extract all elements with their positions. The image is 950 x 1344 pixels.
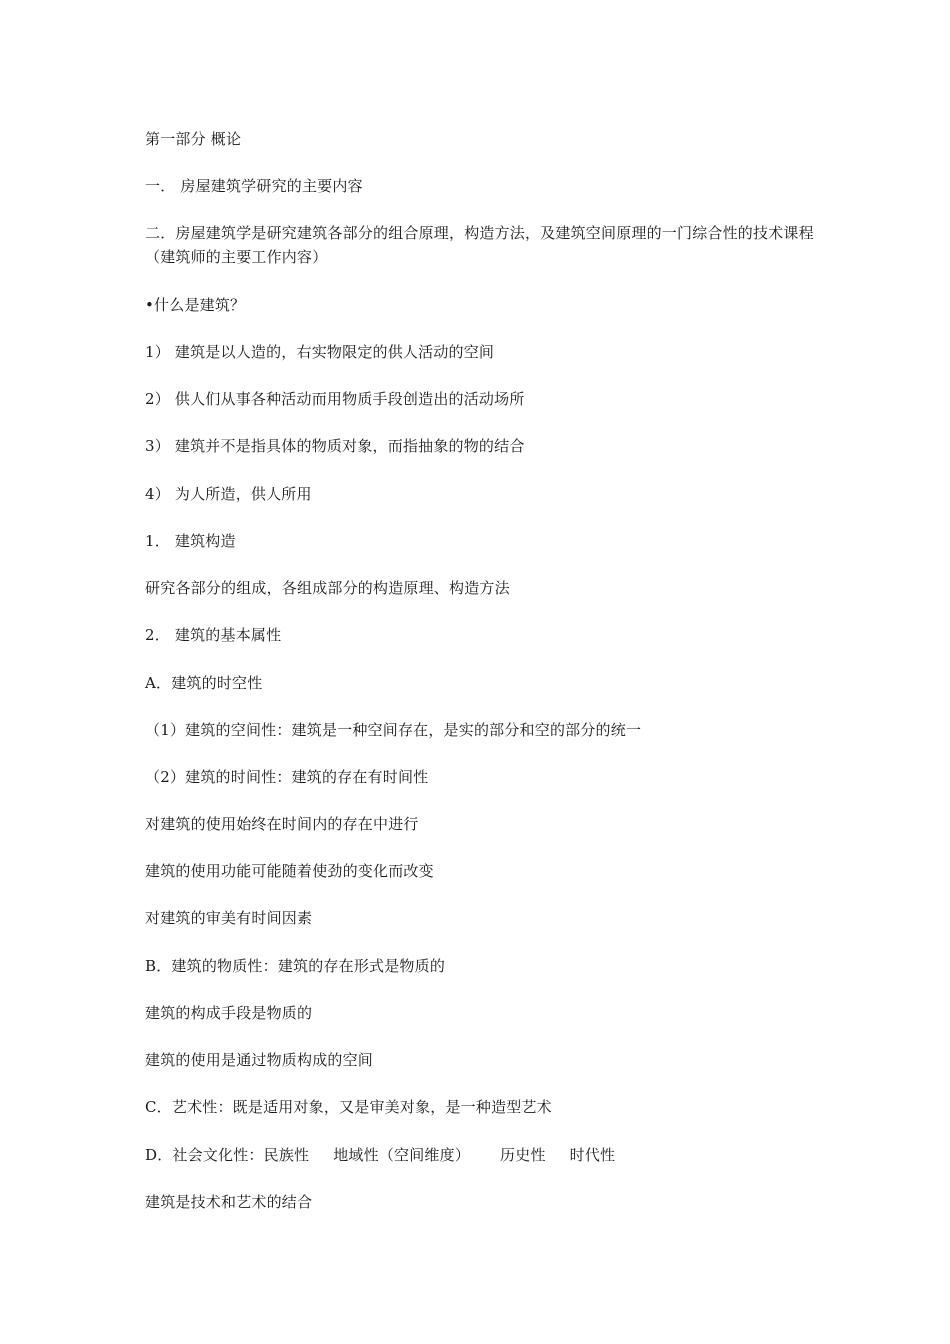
- list-item-1: 1） 建筑是以人造的，右实物限定的供人活动的空间: [145, 343, 495, 361]
- list-item-3: 3） 建筑并不是指具体的物质对象，而指抽象的物的结合: [145, 437, 525, 455]
- paragraph-conclusion: 建筑是技术和艺术的结合: [145, 1193, 313, 1211]
- list-item-4: 4） 为人所造，供人所用: [145, 485, 312, 503]
- social-item-regional: 地域性（空间维度）: [333, 1146, 471, 1164]
- subheading-c: C．艺术性：既是适用对象，又是审美对象，是一种造型艺术: [145, 1098, 552, 1116]
- subheading-d: [145, 1143, 825, 1167]
- bullet-what-is-architecture: •什么是建筑？: [145, 296, 246, 314]
- social-item-historical: 历史性: [500, 1146, 546, 1164]
- social-label: D．社会文化性：民族性: [145, 1146, 310, 1164]
- paragraph-definition: 二．房屋建筑学是研究建筑各部分的组合原理，构造方法，及建筑空间原理的一门综合性的技术课程（建筑师的主要工作内容）: [145, 224, 814, 266]
- social-item-era: 时代性: [569, 1146, 616, 1164]
- heading-main-content: 一． 房屋建筑学研究的主要内容: [145, 177, 363, 195]
- heading-basic-attributes: 2． 建筑的基本属性: [145, 626, 282, 644]
- paragraph-time-1: 对建筑的使用始终在时间内的存在中进行: [145, 815, 419, 833]
- paragraph-material-2: 建筑的使用是通过物质构成的空间: [145, 1051, 374, 1069]
- list-item-2: 2） 供人们从事各种活动而用物质手段创造出的活动场所: [145, 390, 525, 408]
- paragraph-time-3: 对建筑的审美有时间因素: [145, 909, 313, 927]
- section-title: 第一部分 概论: [145, 130, 242, 148]
- item-temporal: （2）建筑的时间性：建筑的存在有时间性: [145, 768, 429, 786]
- paragraph-material-1: 建筑的构成手段是物质的: [145, 1004, 313, 1022]
- heading-construction: 1． 建筑构造: [145, 532, 236, 550]
- subheading-a: A．建筑的时空性: [145, 674, 263, 692]
- paragraph-construction: 研究各部分的组成，各组成部分的构造原理、构造方法: [145, 579, 510, 597]
- item-spatial: （1）建筑的空间性：建筑是一种空间存在，是实的部分和空的部分的统一: [145, 721, 642, 739]
- subheading-b: B．建筑的物质性：建筑的存在形式是物质的: [145, 957, 446, 975]
- paragraph-time-2: 建筑的使用功能可能随着使劲的变化而改变: [145, 862, 434, 880]
